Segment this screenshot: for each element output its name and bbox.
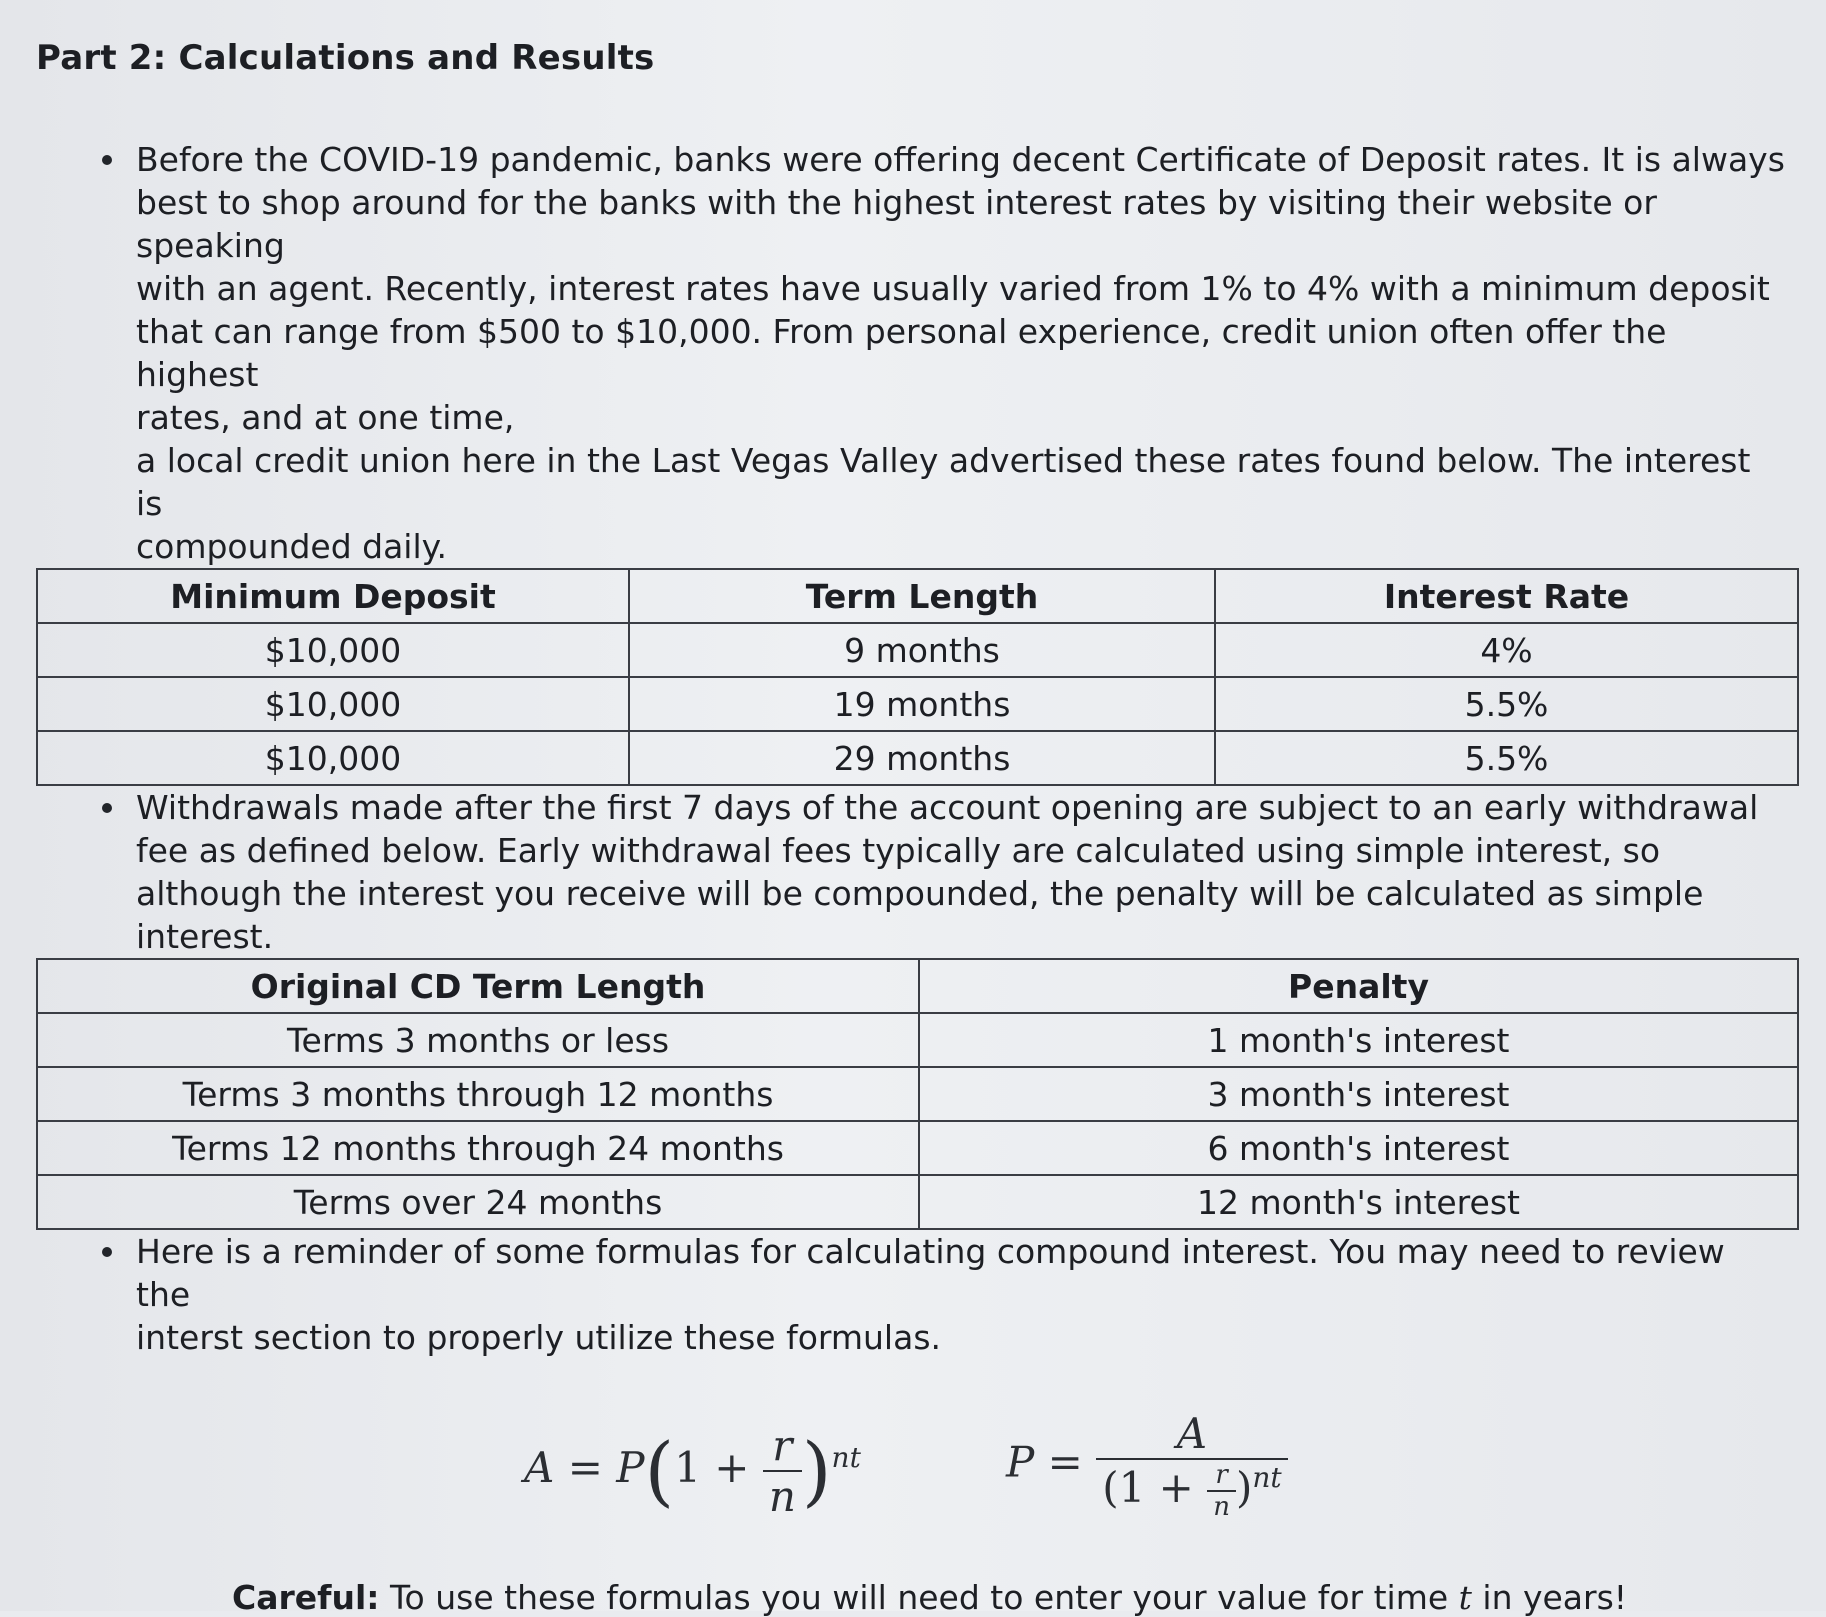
careful-text: To use these formulas you will need to enter your value for time (379, 1578, 1459, 1617)
table-row (37, 1013, 1798, 1067)
text-line: best to shop around for the banks with the highest interest rates by visiting their website or speaking (136, 183, 1657, 265)
formula-var: A (524, 1443, 555, 1492)
formula-operator: = (567, 1443, 603, 1492)
compound-amount-formula (524, 1421, 861, 1521)
table-row (37, 1175, 1798, 1229)
cell-rate: 5.5% (1215, 731, 1798, 785)
formula-paren: ) (801, 1426, 832, 1515)
cell-rate: 4% (1215, 623, 1798, 677)
formula-paren: ( (1102, 1463, 1119, 1512)
formula-denominator: n (768, 1472, 796, 1521)
formula-operator: = (1047, 1437, 1083, 1487)
text-line: fee as defined below. Early withdrawal fees typically are calculated using simple interest, so (136, 831, 1661, 870)
formula-paren: ( (644, 1426, 675, 1515)
table-row (37, 623, 1798, 677)
careful-label: Careful: (232, 1578, 380, 1617)
table-header-row (37, 569, 1798, 623)
formula-var: P (616, 1443, 645, 1492)
table-row (37, 1121, 1798, 1175)
formula-var: P (1006, 1437, 1035, 1487)
text-line: Withdrawals made after the first 7 days of the account opening are subject to an early withdrawal (136, 788, 1759, 827)
cell-term: 19 months (629, 677, 1215, 731)
header-term-length: Term Length (629, 569, 1215, 623)
text-line: Before the COVID-19 pandemic, banks were offering decent Certificate of Deposit rates. It is always (136, 140, 1785, 179)
formula-fraction (1096, 1409, 1287, 1522)
careful-note (232, 1578, 1806, 1617)
cell-term: 29 months (629, 731, 1215, 785)
text-line: that can range from $500 to $10,000. From personal experience, credit union often offer the highest (136, 312, 1667, 394)
bullet-withdrawals (136, 786, 1786, 958)
cell-term-range: Terms over 24 months (37, 1175, 919, 1229)
cell-rate: 5.5% (1215, 677, 1798, 731)
text-line: rates, and at one time, (136, 398, 515, 437)
bullet-list-3 (36, 1230, 1806, 1359)
bullet-cd-rates (136, 138, 1786, 568)
formula-numerator: r (1207, 1460, 1236, 1492)
penalty-table (36, 958, 1799, 1230)
table-row (37, 731, 1798, 785)
text-line: a local credit union here in the Last Vegas Valley advertised these rates found below. The interest is (136, 441, 1751, 523)
bullet-list-1 (36, 138, 1806, 568)
formula-exponent: nt (831, 1441, 861, 1474)
formula-numerator: A (1096, 1409, 1287, 1460)
text-line: compounded daily. (136, 527, 447, 566)
careful-variable: t (1458, 1578, 1472, 1617)
rates-table (36, 568, 1799, 786)
present-value-formula (1006, 1409, 1288, 1522)
text-line: interst section to properly utilize these formulas. (136, 1318, 942, 1357)
formula-numerator: r (763, 1421, 802, 1472)
cell-penalty: 6 month's interest (919, 1121, 1798, 1175)
cell-penalty: 12 month's interest (919, 1175, 1798, 1229)
cell-penalty: 1 month's interest (919, 1013, 1798, 1067)
cell-penalty: 3 month's interest (919, 1067, 1798, 1121)
text-line: although the interest you receive will be compounded, the penalty will be calculated as simple (136, 874, 1704, 913)
header-penalty: Penalty (919, 959, 1798, 1013)
cell-term-range: Terms 12 months through 24 months (37, 1121, 919, 1175)
formula-exponent: nt (1252, 1461, 1282, 1494)
header-original-term: Original CD Term Length (37, 959, 919, 1013)
formula-paren: ) (1235, 1463, 1253, 1512)
table-row (37, 1067, 1798, 1121)
cell-term-range: Terms 3 months or less (37, 1013, 919, 1067)
table-row (37, 677, 1798, 731)
cell-deposit: $10,000 (37, 677, 629, 731)
cell-term: 9 months (629, 623, 1215, 677)
formula-term: 1 + (674, 1443, 750, 1492)
cell-deposit: $10,000 (37, 623, 629, 677)
formula-denominator (1096, 1460, 1287, 1522)
cell-term-range: Terms 3 months through 12 months (37, 1067, 919, 1121)
bullet-formulas (136, 1230, 1786, 1359)
text-line: Here is a reminder of some formulas for calculating compound interest. You may need to review the (136, 1232, 1725, 1314)
careful-text-end: in years! (1471, 1578, 1628, 1617)
formula-fraction (763, 1421, 802, 1521)
header-interest-rate: Interest Rate (1215, 569, 1798, 623)
formula-denominator: n (1213, 1492, 1230, 1522)
table-header-row (37, 959, 1798, 1013)
formula-area (36, 1409, 1806, 1574)
bullet-list-2 (36, 786, 1806, 958)
header-minimum-deposit: Minimum Deposit (37, 569, 629, 623)
text-line: with an agent. Recently, interest rates have usually varied from 1% to 4% with a minimum deposit (136, 269, 1770, 308)
cell-deposit: $10,000 (37, 731, 629, 785)
page-title: Part 2: Calculations and Results (36, 38, 655, 78)
formula-inner-fraction (1207, 1460, 1236, 1522)
text-line: interest. (136, 917, 274, 956)
formula-term: 1 + (1118, 1463, 1194, 1512)
